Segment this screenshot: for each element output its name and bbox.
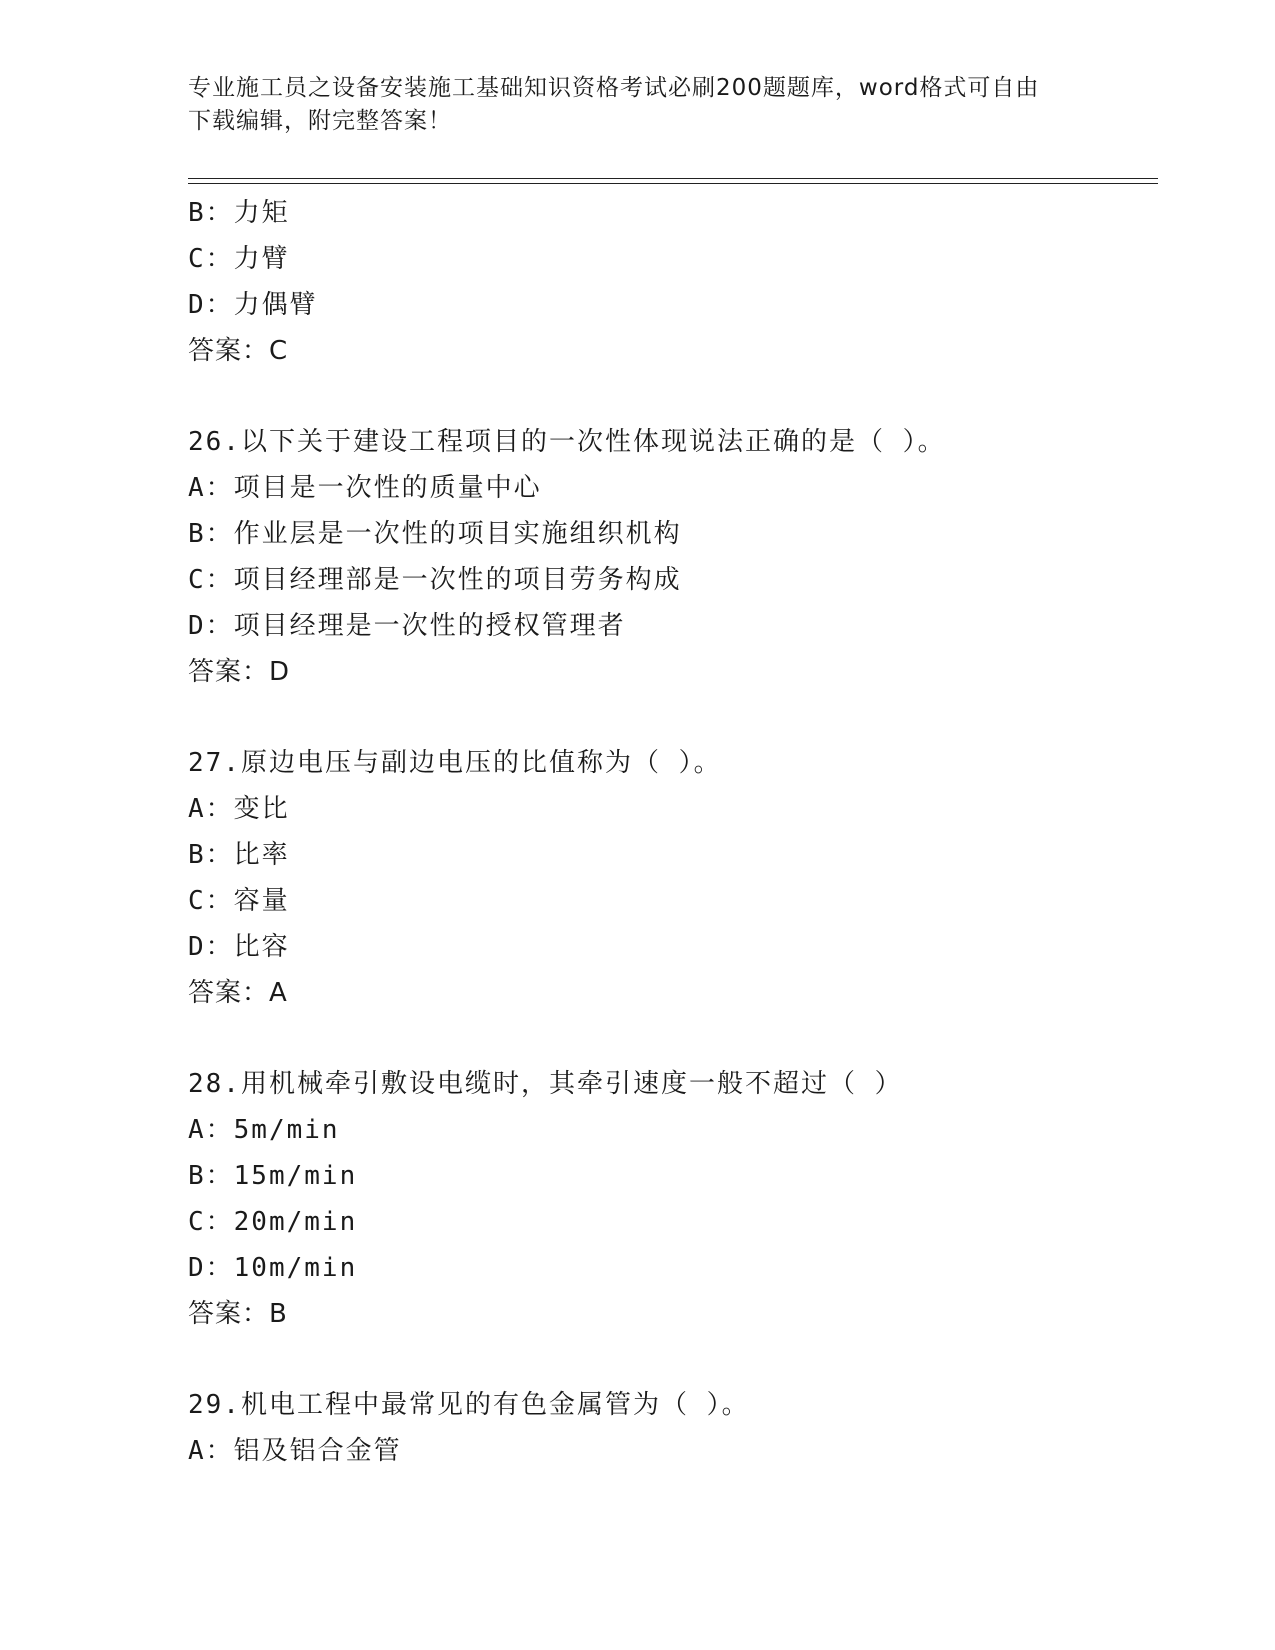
question-28	[188, 1061, 1158, 1337]
option-a: A：变比	[188, 794, 290, 824]
option-b: B：力矩	[188, 198, 290, 228]
option-d: D：比容	[188, 932, 290, 962]
header-line-1: 专业施工员之设备安装施工基础知识资格考试必刷200题题库，word格式可自由	[188, 75, 1040, 101]
option-c: C：力臂	[188, 244, 290, 274]
option-d: D：力偶臂	[188, 290, 318, 320]
question-content	[188, 190, 1158, 1474]
header-line-2: 下载编辑，附完整答案！	[188, 108, 452, 134]
option-c: C：项目经理部是一次性的项目劳务构成	[188, 565, 682, 595]
question-29	[188, 1382, 1158, 1474]
answer-line: 答案：B	[188, 1299, 288, 1329]
header-divider-bottom	[188, 183, 1158, 184]
answer-line: 答案：D	[188, 657, 291, 687]
question-title: 29.机电工程中最常见的有色金属管为（ ）。	[188, 1390, 750, 1420]
question-title: 26.以下关于建设工程项目的一次性体现说法正确的是（ ）。	[188, 427, 946, 457]
option-a: A：5m/min	[188, 1115, 340, 1145]
option-b: B：15m/min	[188, 1161, 358, 1191]
option-a: A：铝及铝合金管	[188, 1436, 402, 1466]
option-d: D：项目经理是一次性的授权管理者	[188, 611, 626, 641]
answer-line: 答案：C	[188, 336, 289, 366]
option-b: B：作业层是一次性的项目实施组织机构	[188, 519, 682, 549]
question-27	[188, 740, 1158, 1016]
document-header	[188, 72, 1068, 138]
question-title: 27.原边电压与副边电压的比值称为（ ）。	[188, 748, 722, 778]
option-a: A：项目是一次性的质量中心	[188, 473, 542, 503]
partial-question	[188, 190, 1158, 374]
option-d: D：10m/min	[188, 1253, 358, 1283]
header-divider-top	[188, 178, 1158, 179]
question-26	[188, 419, 1158, 695]
option-c: C：容量	[188, 886, 290, 916]
option-c: C：20m/min	[188, 1207, 358, 1237]
question-title: 28.用机械牵引敷设电缆时，其牵引速度一般不超过（ ）	[188, 1069, 903, 1099]
option-b: B：比率	[188, 840, 290, 870]
answer-line: 答案：A	[188, 978, 288, 1008]
